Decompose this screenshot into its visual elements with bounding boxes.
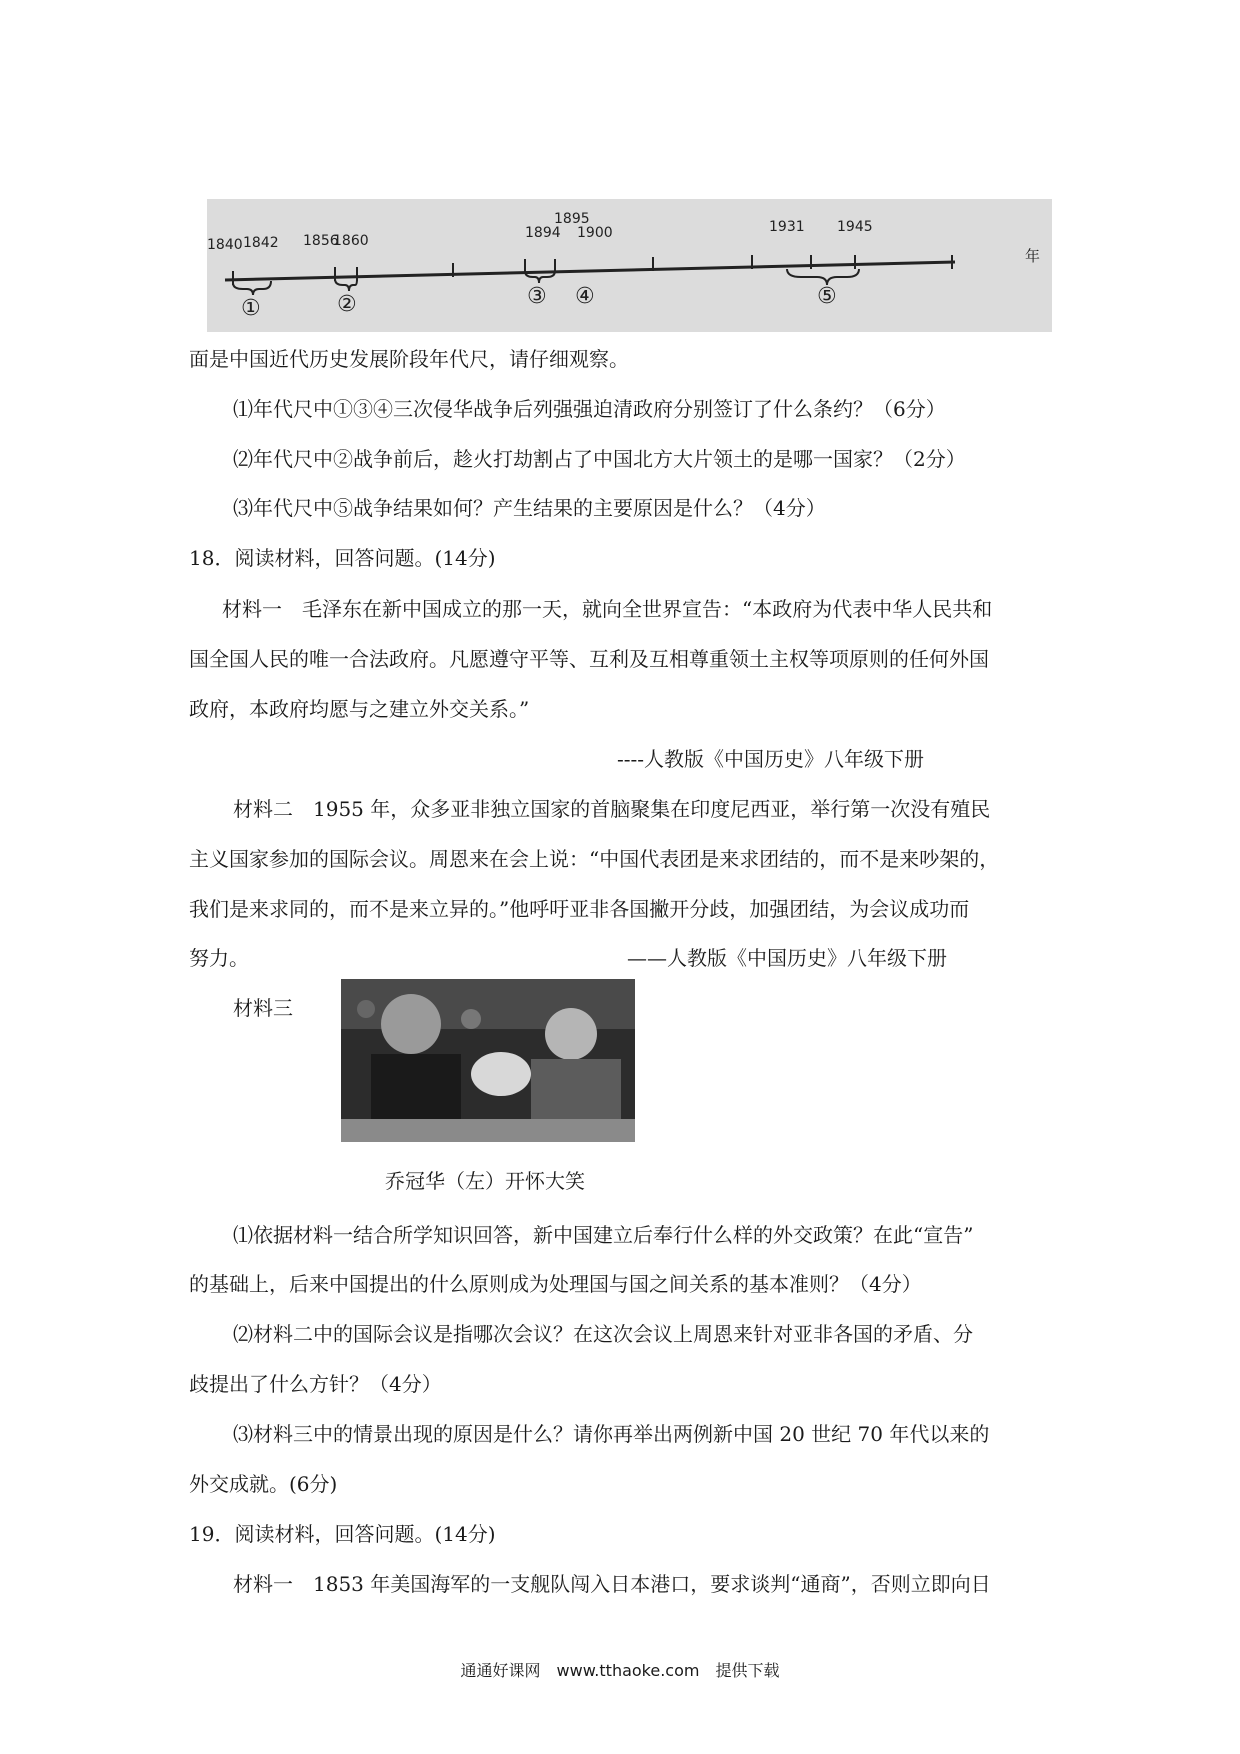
marker-3: ③ <box>527 284 547 309</box>
q19-material1-line1: 材料一 1853 年美国海军的一支舰队闯入日本港口，要求谈判“通商”，否则立即向日 <box>233 1572 991 1596</box>
year-1860: 1860 <box>333 233 369 249</box>
q17-sub3: ⑶年代尺中⑤战争结果如何？产生结果的主要原因是什么？（4分） <box>233 496 826 520</box>
timeline-year-labels <box>207 211 1040 265</box>
marker-5: ⑤ <box>817 284 837 309</box>
q18-sub1-line2: 的基础上，后来中国提出的什么原则成为处理国与国之间关系的基本准则？（4分） <box>189 1272 922 1296</box>
timeline-markers <box>241 284 837 321</box>
q18-material2-line4: 努力。 <box>189 946 249 970</box>
year-1840: 1840 <box>207 237 243 253</box>
year-1900: 1900 <box>577 225 613 241</box>
q18-material2-line1: 材料二 1955 年，众多亚非独立国家的首脑聚集在印度尼西亚，举行第一次没有殖民 <box>233 797 991 821</box>
qiao-guanhua-photo <box>341 979 635 1142</box>
q18-sub2-line1: ⑵材料二中的国际会议是指哪次会议？在这次会议上周恩来针对亚非各国的矛盾、分 <box>233 1322 973 1346</box>
year-1894: 1894 <box>525 225 561 241</box>
year-unit-label: 年 <box>1025 247 1041 265</box>
year-1842: 1842 <box>243 235 279 251</box>
q18-material1-line2: 国全国人民的唯一合法政府。凡愿遵守平等、互利及互相尊重领土主权等项原则的任何外国 <box>189 647 989 671</box>
q18-sub3-line1: ⑶材料三中的情景出现的原因是什么？请你再举出两例新中国 20 世纪 70 年代以来的 <box>233 1422 990 1446</box>
timeline-ruler <box>207 199 1052 332</box>
q18-material1-line3: 政府，本政府均愿与之建立外交关系。” <box>189 697 530 721</box>
marker-4: ④ <box>575 284 595 309</box>
page-footer: 通通好课网 www.tthaoke.com 提供下载 <box>460 1661 780 1680</box>
q18-sub1-line1: ⑴依据材料一结合所学知识回答，新中国建立后奉行什么样的外交政策？在此“宣告” <box>233 1223 974 1247</box>
q18-material2-line2: 主义国家参加的国际会议。周恩来在会上说：“中国代表团是来求团结的，而不是来吵架的， <box>189 847 1000 871</box>
q17-intro: 面是中国近代历史发展阶段年代尺，请仔细观察。 <box>189 347 629 371</box>
marker-1: ① <box>241 296 261 321</box>
year-1895: 1895 <box>554 211 590 227</box>
q18-material3-label: 材料三 <box>233 996 293 1020</box>
q17-sub2: ⑵年代尺中②战争前后，趁火打劫割占了中国北方大片领土的是哪一国家？（2分） <box>233 447 966 471</box>
q17-sub1: ⑴年代尺中①③④三次侵华战争后列强强迫清政府分别签订了什么条约？（6分） <box>233 397 946 421</box>
q18-material1-line1: 材料一 毛泽东在新中国成立的那一天，就向全世界宣告：“本政府为代表中华人民共和 <box>222 597 993 621</box>
year-1945: 1945 <box>837 219 873 235</box>
q19-title: 19．阅读材料，回答问题。(14分) <box>189 1522 496 1546</box>
photo-caption: 乔冠华（左）开怀大笑 <box>385 1169 585 1193</box>
q18-title: 18．阅读材料，回答问题。(14分) <box>189 546 496 570</box>
year-1931: 1931 <box>769 219 805 235</box>
q18-material1-source: ----人教版《中国历史》八年级下册 <box>617 747 925 771</box>
q18-sub3-line2: 外交成就。(6分) <box>189 1472 338 1496</box>
q18-sub2-line2: 歧提出了什么方针？（4分） <box>189 1372 442 1396</box>
q18-material2-source: ——人教版《中国历史》八年级下册 <box>627 946 947 970</box>
timeline-image <box>207 199 1052 332</box>
year-1856: 1856 <box>303 233 339 249</box>
marker-2: ② <box>337 292 357 317</box>
q18-material2-line3: 我们是来求同的，而不是来立异的。”他呼吁亚非各国撇开分歧，加强团结，为会议成功而 <box>189 897 970 921</box>
